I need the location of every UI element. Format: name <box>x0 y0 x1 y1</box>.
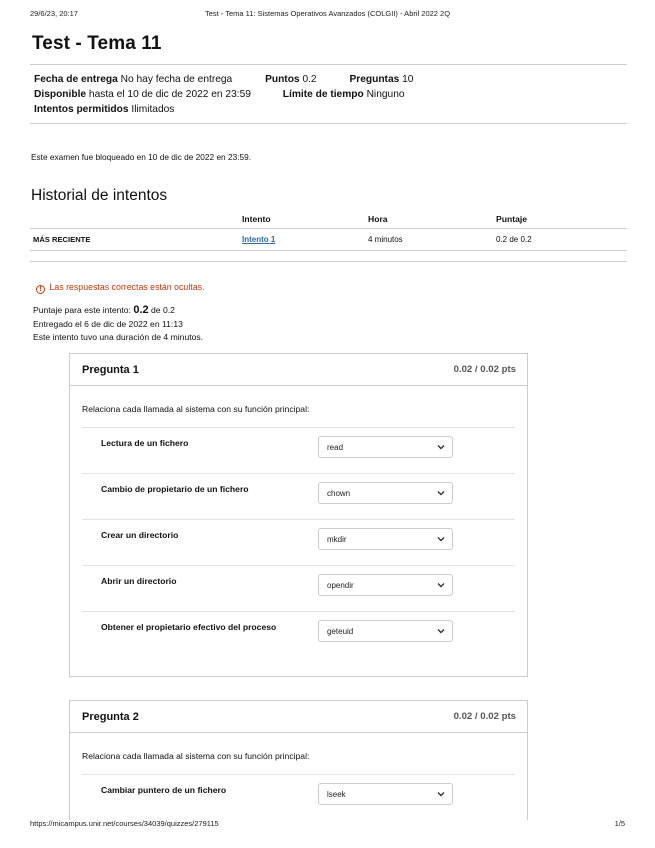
match-row <box>82 428 515 474</box>
alert-circle-icon: ! <box>36 285 45 294</box>
hidden-answers-text: Las respuestas correctas están ocultas. <box>49 282 205 292</box>
question-header <box>70 701 527 733</box>
due-value: No hay fecha de entrega <box>120 74 233 85</box>
print-datetime: 29/6/23, 20:17 <box>30 9 78 18</box>
table-header-row <box>30 211 627 229</box>
match-label: Cambio de propietario de un fichero <box>101 484 249 494</box>
score-prefix: Puntaje para este intento: <box>33 305 131 315</box>
quiz-details <box>30 65 627 123</box>
quiz-content <box>30 33 627 345</box>
column-header-empty <box>30 211 242 229</box>
chevron-down-icon <box>436 580 446 590</box>
answer-select-value: geteuid <box>327 627 354 636</box>
match-label: Cambiar puntero de un fichero <box>101 785 227 795</box>
match-row <box>82 612 515 664</box>
match-label: Obtener el propietario efectivo del proceso <box>101 622 277 632</box>
print-document-title: Test - Tema 11: Sistemas Operativos Avanzados (COLGII) - Abril 2022 2Q <box>204 9 451 18</box>
question-body <box>70 733 527 820</box>
answer-select[interactable] <box>318 482 453 504</box>
available-value: hasta el 10 de dic de 2022 en 23:59 <box>88 89 251 100</box>
recent-label: MÁS RECIENTE <box>30 229 242 251</box>
answer-select-value: read <box>327 443 344 452</box>
question-points: 0.02 / 0.02 pts <box>453 364 516 375</box>
print-url: https://micampus.unir.net/courses/34039/quizzes/279115 <box>30 819 219 828</box>
time-limit-label: Límite de tiempo <box>282 89 364 100</box>
chevron-down-icon <box>436 488 446 498</box>
score-suffix: de 0.2 <box>151 305 175 315</box>
question-title: Pregunta 1 <box>82 364 139 376</box>
column-header-attempt: Intento <box>242 211 368 229</box>
attempt-score: 0.2 de 0.2 <box>496 229 627 251</box>
chevron-down-icon <box>436 442 446 452</box>
answer-select-value: chown <box>327 489 351 498</box>
divider <box>30 123 627 124</box>
answer-select[interactable] <box>318 528 453 550</box>
chevron-down-icon <box>436 626 446 636</box>
question-title: Pregunta 2 <box>82 711 139 723</box>
submitted-text: Entregado el 6 de dic de 2022 en 11:13 <box>33 318 183 329</box>
question-body <box>70 386 527 684</box>
answer-select-value: mkdir <box>327 535 347 544</box>
chevron-down-icon <box>436 789 446 799</box>
attempt-history-heading: Historial de intentos <box>31 187 168 204</box>
match-label: Abrir un directorio <box>101 576 177 586</box>
question-header <box>70 354 527 386</box>
question-points: 0.02 / 0.02 pts <box>453 711 516 722</box>
match-row <box>82 474 515 520</box>
attempts-label: Intentos permitidos <box>34 104 129 115</box>
match-label: Crear un directorio <box>101 530 179 540</box>
page-number: 1/5 <box>614 819 625 828</box>
points-value: 0.2 <box>302 74 317 85</box>
attempt-time: 4 minutos <box>368 229 496 251</box>
due-label: Fecha de entrega <box>34 74 118 85</box>
match-row <box>82 520 515 566</box>
match-row <box>82 566 515 612</box>
column-header-time: Hora <box>368 211 496 229</box>
divider <box>30 261 627 262</box>
available-label: Disponible <box>34 89 87 100</box>
questions-label: Preguntas <box>349 74 400 85</box>
page-title: Test - Tema 11 <box>32 33 162 54</box>
answer-select-value: opendir <box>327 581 354 590</box>
answer-select[interactable] <box>318 436 453 458</box>
attempt-summary <box>33 304 627 345</box>
attempt-link[interactable]: Intento 1 <box>242 235 276 244</box>
attempt-history-table <box>30 211 627 251</box>
answer-select[interactable] <box>318 574 453 596</box>
print-header <box>30 9 625 21</box>
points-label: Puntos <box>265 74 300 85</box>
question-prompt: Relaciona cada llamada al sistema con su función principal: <box>82 404 515 428</box>
table-row <box>30 229 627 251</box>
match-row <box>82 775 515 820</box>
duration-text: Este intento tuvo una duración de 4 minutos. <box>33 332 204 342</box>
answer-select[interactable] <box>318 620 453 642</box>
attempts-value: Ilimitados <box>131 104 175 115</box>
lock-message: Este examen fue bloqueado en 10 de dic de 2022 en 23:59. <box>31 152 252 162</box>
score-value: 0.2 <box>133 304 149 316</box>
question-prompt: Relaciona cada llamada al sistema con su función principal: <box>82 751 515 775</box>
time-limit-value: Ninguno <box>366 89 405 100</box>
chevron-down-icon <box>436 534 446 544</box>
question-card <box>69 353 528 677</box>
questions-value: 10 <box>402 74 414 85</box>
column-header-score: Puntaje <box>496 211 627 229</box>
match-label: Lectura de un fichero <box>101 438 189 448</box>
answer-select-value: lseek <box>327 790 346 799</box>
hidden-answers-note <box>36 282 627 294</box>
question-card <box>69 700 528 820</box>
print-footer <box>30 819 625 831</box>
answer-select[interactable] <box>318 783 453 805</box>
